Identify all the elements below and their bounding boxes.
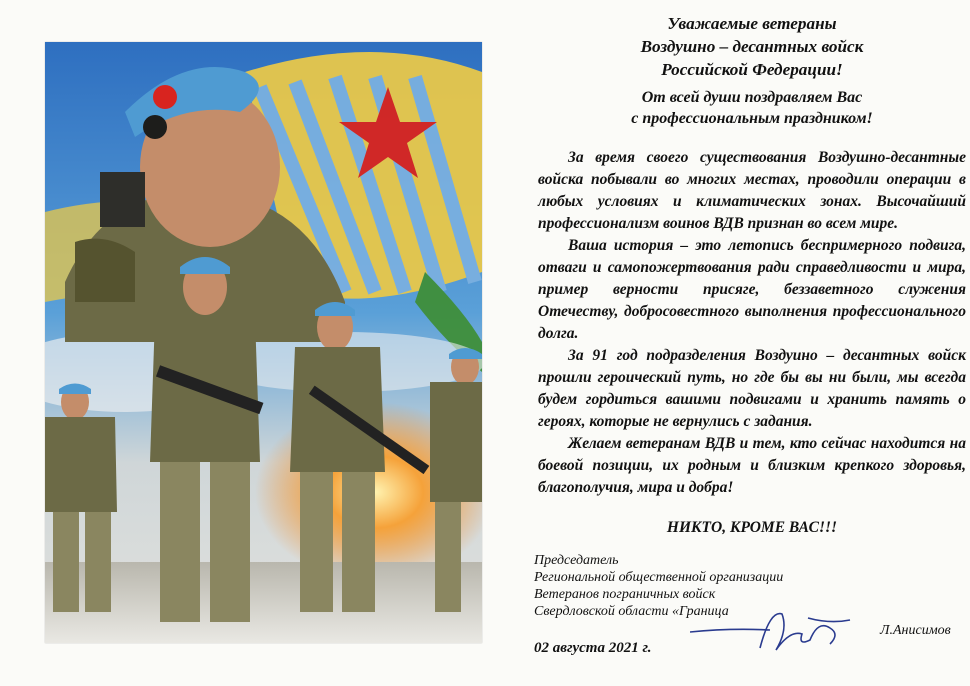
letter-paragraph: За 91 год подразделения Воздуино – десантных войск прошли героический путь, но где бы вы ни были, мы всегда будем гордиться вашими подвигами и хранить память о героях, которые не вернулись с задания. xyxy=(538,347,966,430)
signer-line: Региональной общественной организации xyxy=(534,570,784,585)
greeting-letter xyxy=(538,12,966,539)
letter-title xyxy=(538,12,966,81)
letter-paragraph: Ваша история – это летопись беспримерного подвига, отваги и самопожертвования ради справедливости и мира, пример верности присяге, беззаветного служения Отечеству, добросовестного выполнения профессионального долга. xyxy=(538,237,966,342)
title-line: Российской Федерации! xyxy=(661,60,843,79)
greeting-line: с профессиональным праздником! xyxy=(631,110,873,127)
letter-greeting xyxy=(538,87,966,129)
letter-paragraph: Желаем ветеранам ВДВ и тем, кто сейчас находится на боевой позиции, их родным и близким крепкого здоровья, благополучия, мира и добра! xyxy=(538,435,966,496)
letter-date: 02 августа 2021 г. xyxy=(534,640,652,656)
vdv-poster-image xyxy=(45,42,482,643)
handwritten-signature xyxy=(690,600,860,660)
motto: НИКТО, КРОМЕ ВАС!!! xyxy=(666,519,838,536)
title-line: Уважаемые ветераны xyxy=(667,14,837,33)
signer-line: Ветеранов пограничных войск xyxy=(534,587,716,602)
signer-line: Свердловской области «Граница xyxy=(534,604,729,619)
letter-body xyxy=(538,147,966,499)
signer-line: Председатель xyxy=(534,553,619,568)
title-line: Воздушно – десантных войск xyxy=(640,37,864,56)
letter-paragraph: За время своего существования Воздушно-десантные войска побывали во многих местах, проводили операции в любых условиях и климатических зонах. Высочайший профессионализм воинов ВДВ признан во всем мире. xyxy=(538,149,966,232)
signer-name: Л.Анисимов xyxy=(880,623,951,638)
greeting-line: От всей души поздравляем Вас xyxy=(641,89,863,106)
